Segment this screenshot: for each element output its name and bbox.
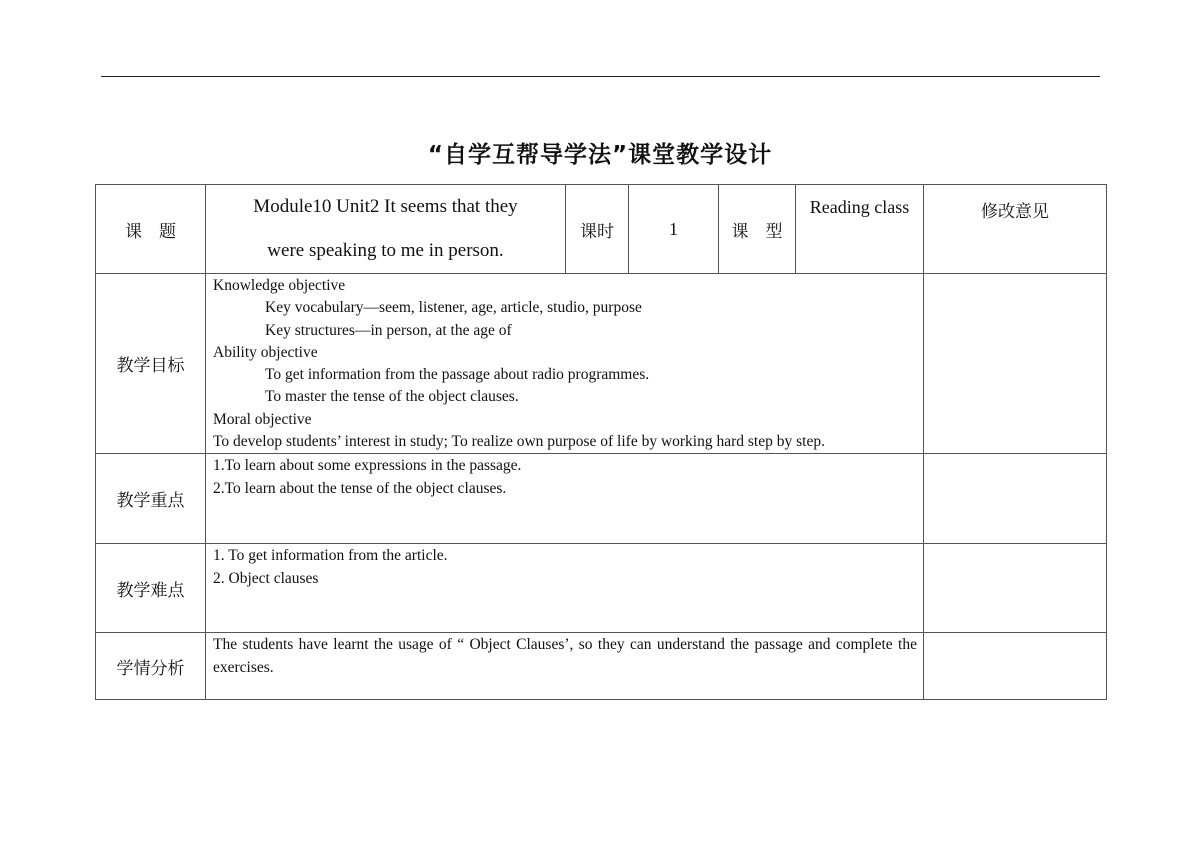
key-point-2: 2.To learn about the tense of the object clauses. xyxy=(213,479,507,497)
difficulties-label: 教学难点 xyxy=(96,544,206,633)
difficulties-content xyxy=(206,544,924,633)
analysis-label: 学情分析 xyxy=(96,633,206,700)
lesson-plan-table xyxy=(95,184,1107,700)
topic-row xyxy=(96,185,1107,274)
knowledge-heading: Knowledge objective xyxy=(213,277,346,294)
difficulties-remarks xyxy=(924,544,1107,633)
analysis-content: The students have learnt the usage of “ Object Clauses’, so they can understand the passage and complete the exercises. xyxy=(206,633,924,700)
analysis-remarks xyxy=(924,633,1107,700)
objectives-row xyxy=(96,274,1107,454)
key-vocabulary: Key vocabulary—seem, listener, age, article, studio, purpose xyxy=(265,299,642,317)
key-point-1: 1.To learn about some expressions in the passage. xyxy=(213,457,522,475)
analysis-row xyxy=(96,633,1107,700)
period-label: 课时 xyxy=(566,185,629,274)
type-label: 课 型 xyxy=(719,185,796,274)
objectives-label: 教学目标 xyxy=(96,274,206,454)
key-points-row xyxy=(96,454,1107,544)
ability-item-2: To master the tense of the object clauses. xyxy=(265,388,519,406)
period-value: 1 xyxy=(629,185,719,274)
objectives-remarks xyxy=(924,274,1107,454)
difficulty-2: 2. Object clauses xyxy=(213,569,319,587)
key-points-label: 教学重点 xyxy=(96,454,206,544)
header-rule xyxy=(101,76,1100,77)
difficulties-row xyxy=(96,544,1107,633)
document-title: “自学互帮导学法”课堂教学设计 xyxy=(427,142,773,168)
type-value: Reading class xyxy=(796,185,924,274)
difficulty-1: 1. To get information from the article. xyxy=(213,547,448,565)
key-points-remarks xyxy=(924,454,1107,544)
objectives-content xyxy=(206,274,924,454)
moral-heading: Moral objective xyxy=(213,410,312,428)
topic-value xyxy=(206,185,566,274)
topic-line-1: Module10 Unit2 It seems that they xyxy=(253,196,518,217)
moral-item-1: To develop students’ interest in study; To realize own purpose of life by working hard step by step. xyxy=(213,433,825,451)
ability-heading: Ability objective xyxy=(213,343,318,361)
key-structures: Key structures—in person, at the age of xyxy=(265,321,512,339)
ability-item-1: To get information from the passage about radio programmes. xyxy=(265,366,650,384)
topic-label: 课 题 xyxy=(96,185,206,274)
remarks-header: 修改意见 xyxy=(924,185,1107,274)
topic-line-2: were speaking to me in person. xyxy=(267,240,504,261)
key-points-content xyxy=(206,454,924,544)
